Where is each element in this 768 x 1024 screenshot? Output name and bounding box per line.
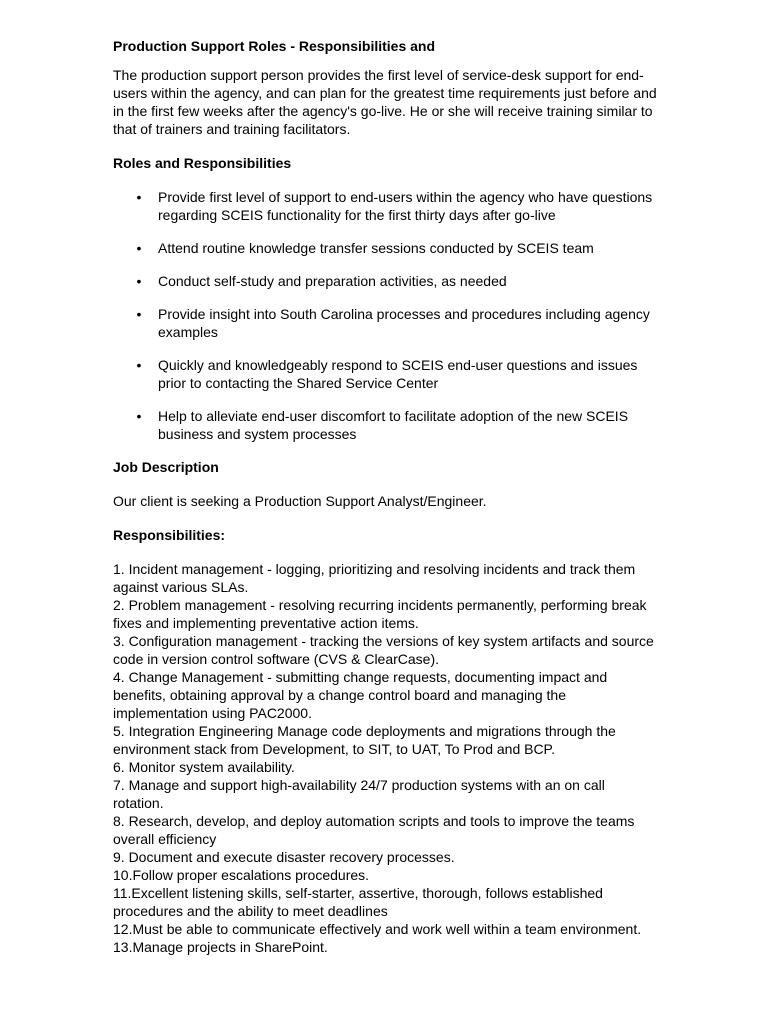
responsibility-item: 9. Document and execute disaster recovery processes. — [113, 849, 455, 865]
bullet-icon: • — [136, 306, 142, 322]
bullet-icon: • — [136, 273, 142, 289]
list-item-text: Quickly and knowledgeably respond to SCEIS end-user questions and issues prior to contacting the Shared Service Center — [158, 357, 638, 391]
responsibility-item: 8. Research, develop, and deploy automation scripts and tools to improve the teams overall efficiency — [113, 813, 635, 847]
responsibility-item: 10.Follow proper escalations procedures. — [113, 867, 370, 883]
bullet-icon: • — [136, 408, 142, 424]
responsibility-item: 2. Problem management - resolving recurring incidents permanently, performing break fixes and implementing preventative action items. — [113, 597, 647, 631]
roles-list — [113, 188, 658, 443]
bullet-icon: • — [136, 357, 142, 373]
document-page — [113, 37, 658, 956]
list-item — [113, 272, 658, 290]
list-item-text: Attend routine knowledge transfer sessions conducted by SCEIS team — [158, 240, 594, 256]
list-item — [113, 188, 658, 224]
list-item-text: Conduct self-study and preparation activities, as needed — [158, 273, 507, 289]
bullet-icon: • — [136, 240, 142, 256]
list-item — [113, 239, 658, 257]
job-description-text: Our client is seeking a Production Support Analyst/Engineer. — [113, 493, 487, 509]
list-item-text: Provide first level of support to end-users within the agency who have questions regarding SCEIS functionality for the first thirty days after go-live — [158, 189, 653, 223]
responsibility-item: 3. Configuration management - tracking the versions of key system artifacts and source code in version control software (CVS & ClearCase). — [113, 633, 654, 667]
responsibilities-heading: Responsibilities: — [113, 527, 226, 543]
job-description-heading: Job Description — [113, 459, 219, 475]
responsibility-item: 7. Manage and support high-availability 24/7 production systems with an on call rotation. — [113, 777, 605, 811]
responsibility-item: 12.Must be able to communicate effectively and work well within a team environment. — [113, 921, 642, 937]
responsibility-item: 4. Change Management - submitting change requests, documenting impact and benefits, obtaining approval by a change control board and managing the implementation using PAC2000. — [113, 669, 608, 721]
list-item — [113, 407, 658, 443]
document-title: Production Support Roles - Responsibilities and — [113, 38, 436, 54]
responsibilities-list — [113, 560, 658, 956]
list-item — [113, 356, 658, 392]
responsibility-item: 5. Integration Engineering Manage code deployments and migrations through the environment stack from Development, to SIT, to UAT, To Prod and BCP. — [113, 723, 616, 757]
roles-heading: Roles and Responsibilities — [113, 155, 292, 171]
responsibility-item: 1. Incident management - logging, prioritizing and resolving incidents and track them against various SLAs. — [113, 561, 636, 595]
responsibility-item: 13.Manage projects in SharePoint. — [113, 939, 328, 955]
bullet-icon: • — [136, 189, 142, 205]
responsibility-item: 11.Excellent listening skills, self-starter, assertive, thorough, follows established procedures and the ability to meet deadlines — [113, 885, 603, 919]
intro-paragraph: The production support person provides the first level of service-desk support for end-users within the agency, and can plan for the greatest time requirements just before and in the first few weeks after the agency's go-live. He or she will receive training similar to that of trainers and training facilitators. — [113, 67, 657, 137]
list-item-text: Provide insight into South Carolina processes and procedures including agency examples — [158, 306, 650, 340]
list-item-text: Help to alleviate end-user discomfort to facilitate adoption of the new SCEIS business and system processes — [158, 408, 629, 442]
responsibility-item: 6. Monitor system availability. — [113, 759, 295, 775]
list-item — [113, 305, 658, 341]
